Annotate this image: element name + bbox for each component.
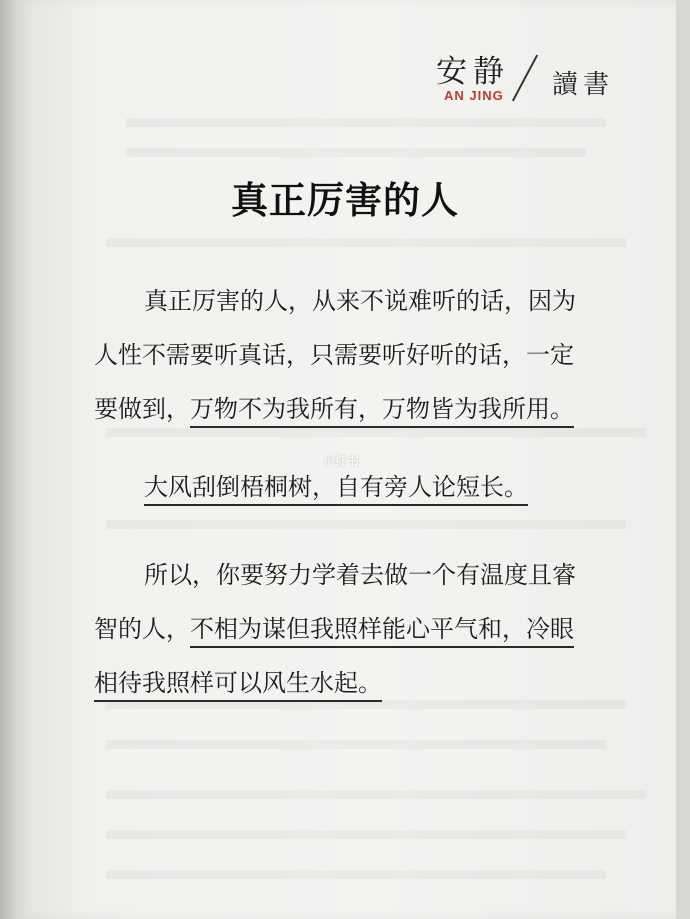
underlined-quote: 不相为谋但我照样能心平气和，冷眼 xyxy=(190,615,574,648)
show-through-line xyxy=(106,870,606,879)
underlined-quote: 万物不为我所有，万物皆为我所用。 xyxy=(190,395,574,428)
show-through-line xyxy=(106,238,626,247)
show-through-line xyxy=(126,148,586,157)
text-line xyxy=(94,548,614,602)
show-through-line xyxy=(106,830,626,839)
watermark: 小红书 xyxy=(323,454,360,468)
underlined-quote: 相待我照样可以风生水起。 xyxy=(94,669,382,702)
brand-divider xyxy=(512,55,538,102)
text-span: 人性不需要听真话，只需要听好听的话，一定 xyxy=(94,341,574,369)
text-span: 要做到， xyxy=(94,395,190,423)
text-line xyxy=(94,382,614,436)
brand-section-label: 讀書 xyxy=(552,70,615,100)
text-line xyxy=(94,602,614,656)
text-line xyxy=(94,656,614,710)
text-span: 所以，你要努力学着去做一个有温度且睿 xyxy=(144,561,576,589)
text-span: 智的人， xyxy=(94,615,190,643)
brand-name: 安静 xyxy=(436,54,510,90)
show-through-line xyxy=(106,740,606,749)
brand-pinyin: AN JING xyxy=(444,88,504,103)
underlined-quote: 大风刮倒梧桐树，自有旁人论短长。 xyxy=(144,473,528,506)
text-line xyxy=(94,328,614,382)
text-span: 真正厉害的人，从来不说难听的话，因为 xyxy=(144,287,576,315)
paragraph-3 xyxy=(94,548,614,710)
brand-header xyxy=(436,46,636,106)
text-line xyxy=(94,274,614,328)
paragraph-1 xyxy=(94,274,614,436)
show-through-line xyxy=(126,118,606,127)
show-through-line xyxy=(106,790,646,799)
show-through-line xyxy=(106,520,626,529)
page-title: 真正厉害的人 xyxy=(231,179,459,222)
